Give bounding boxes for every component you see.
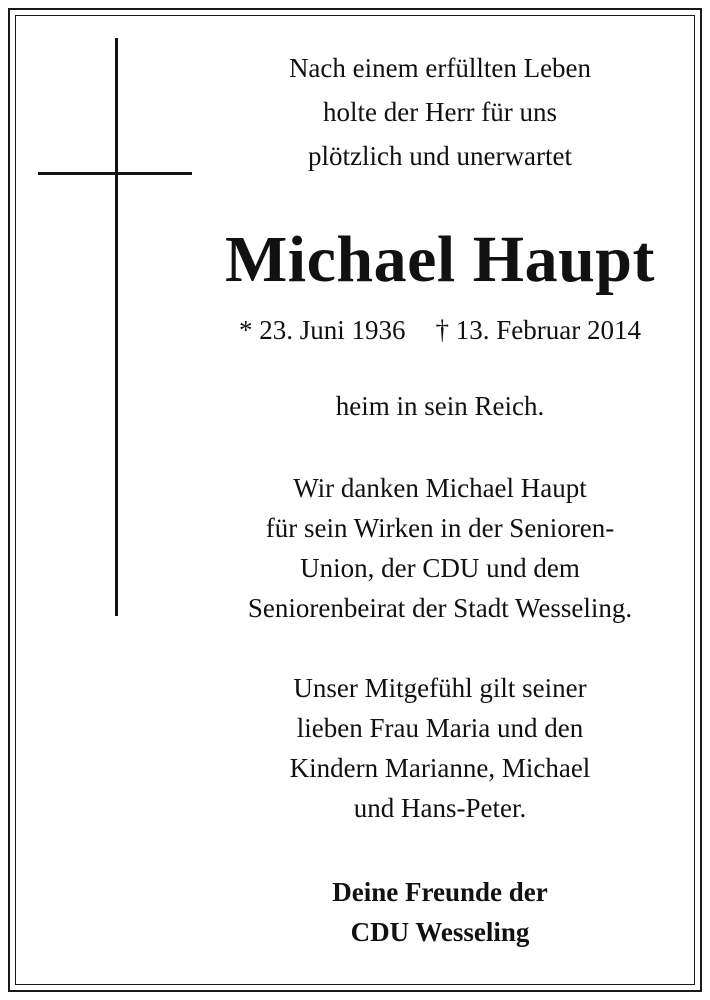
- signature-line: Deine Freunde der: [332, 877, 548, 907]
- intro-line: holte der Herr für uns: [323, 97, 557, 127]
- sympathy-text: [190, 668, 690, 828]
- cross-vertical-bar: [115, 38, 118, 616]
- intro-line: Nach einem erfüllten Leben: [288, 53, 592, 83]
- cross-horizontal-bar: [38, 172, 192, 175]
- intro-line: plötzlich und unerwartet: [308, 141, 572, 171]
- closing-line: heim in sein Reich.: [335, 391, 545, 421]
- signature-line: CDU Wesseling: [350, 917, 530, 947]
- thanks-line: für sein Wirken in der Senioren-: [265, 513, 615, 543]
- thanks-text: [190, 468, 690, 628]
- birth-date: * 23. Juni 1936: [239, 315, 406, 345]
- thanks-line: Wir danken Michael Haupt: [293, 473, 587, 503]
- life-dates: [190, 312, 690, 348]
- sympathy-line: und Hans-Peter.: [353, 793, 527, 823]
- sympathy-line: lieben Frau Maria und den: [296, 713, 584, 743]
- thanks-line: Seniorenbeirat der Stadt Wesseling.: [247, 593, 633, 623]
- intro-text: [190, 46, 690, 178]
- death-date: † 13. Februar 2014: [435, 315, 641, 345]
- sympathy-line: Unser Mitgefühl gilt seiner: [293, 673, 587, 703]
- thanks-line: Union, der CDU und dem: [300, 553, 580, 583]
- signature: [190, 872, 690, 952]
- deceased-name: Michael Haupt: [225, 223, 655, 296]
- sympathy-line: Kindern Marianne, Michael: [289, 753, 591, 783]
